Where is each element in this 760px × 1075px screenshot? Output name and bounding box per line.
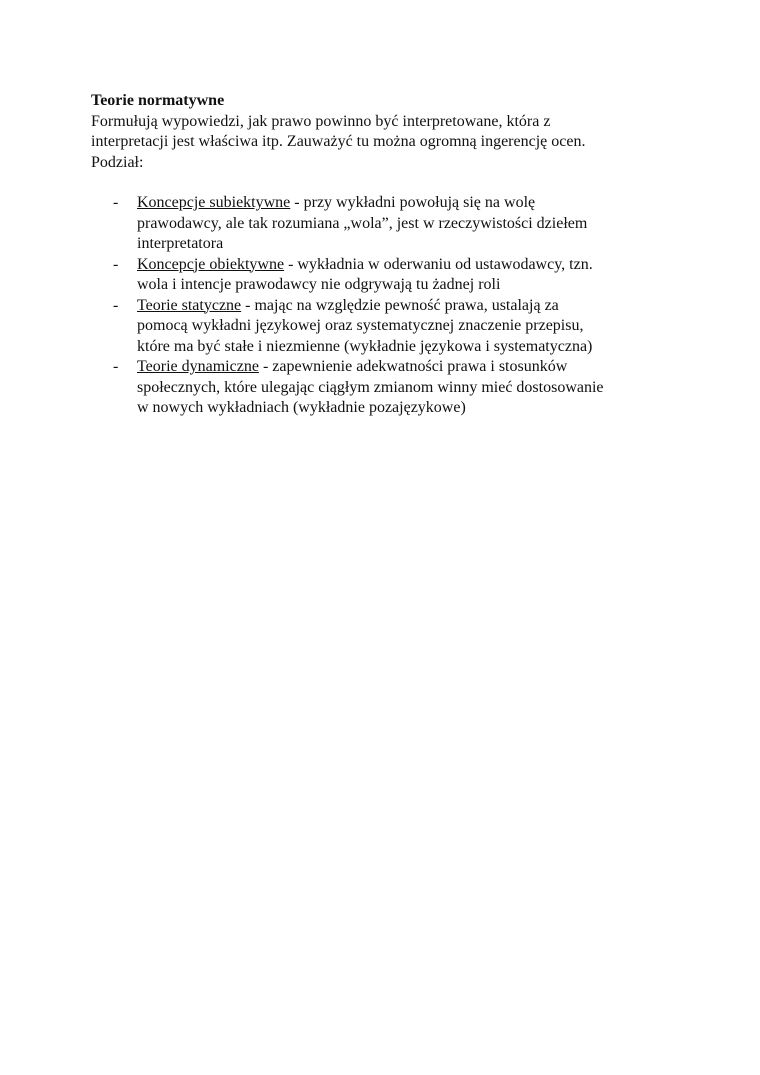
intro-paragraph <box>91 112 681 174</box>
intro-line: Podział: <box>91 153 144 171</box>
list-item-text: interpretatora <box>137 235 224 252</box>
list-item-text: w nowych wykładniach (wykładnie pozajęzykowe) <box>137 399 466 416</box>
intro-line: Formułują wypowiedzi, jak prawo powinno być interpretowane, która z <box>91 112 551 130</box>
division-list <box>91 193 681 419</box>
list-item-text: prawodawcy, ale tak rozumiana „wola”, jest w rzeczywistości dziełem <box>137 214 588 232</box>
document-content <box>91 91 681 419</box>
list-item-text: - przy wykładni powołują się na wolę <box>290 194 536 211</box>
list-item <box>91 296 681 358</box>
list-item <box>91 357 681 419</box>
list-item-text: - zapewnienie adekwatności prawa i stosunków <box>258 358 568 375</box>
list-item-term: Teorie statyczne <box>137 296 242 314</box>
list-dash: - <box>113 296 119 314</box>
list-item-text: społecznych, które ulegając ciągłym zmianom winny mieć dostosowanie <box>137 378 604 396</box>
list-item <box>91 193 681 255</box>
list-item-term: Koncepcje obiektywne <box>137 255 285 273</box>
list-item-text: pomocą wykładni językowej oraz systematycznej znaczenie przepisu, <box>137 317 584 334</box>
intro-line: interpretacji jest właściwa itp. Zauważyć tu można ogromną ingerencję ocen. <box>91 133 586 150</box>
list-item-text: - mając na względzie pewność prawa, ustalają za <box>241 296 559 314</box>
list-item-text: wola i intencje prawodawcy nie odgrywają tu żadnej roli <box>137 276 501 293</box>
list-item-term: Koncepcje subiektywne <box>137 194 291 211</box>
list-item-term: Teorie dynamiczne <box>137 358 259 375</box>
list-dash: - <box>113 358 119 375</box>
list-dash: - <box>113 194 119 211</box>
list-item-text: które ma być stałe i niezmienne (wykładnie językowa i systematyczna) <box>137 337 593 355</box>
list-dash: - <box>113 255 119 273</box>
section-heading: Teorie normatywne <box>91 92 225 109</box>
list-item-text: - wykładnia w oderwaniu od ustawodawcy, tzn. <box>284 255 593 273</box>
list-item <box>91 255 681 296</box>
